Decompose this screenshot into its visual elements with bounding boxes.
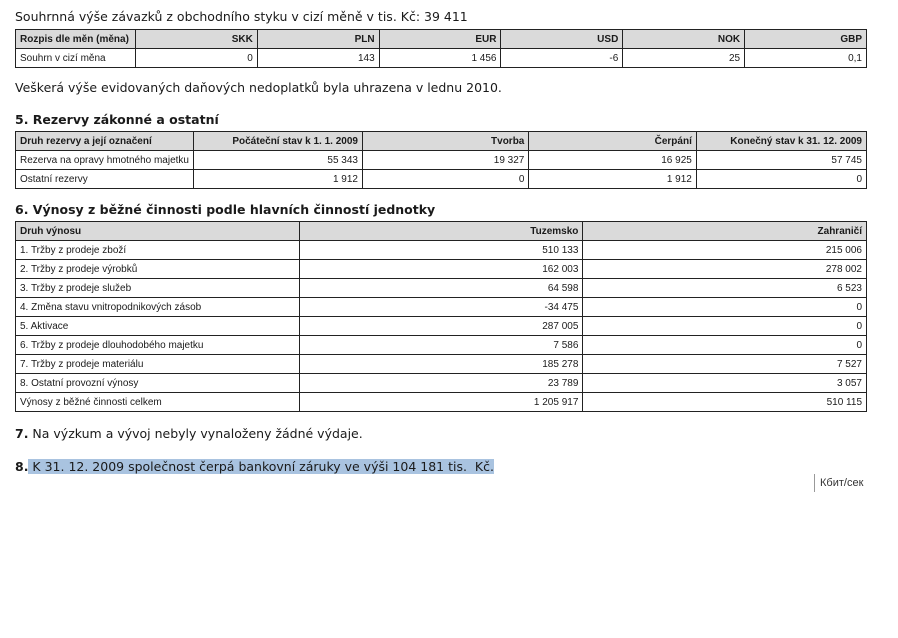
table-cell: -34 475 — [299, 298, 583, 317]
column-header: PLN — [257, 30, 379, 49]
table-cell: 19 327 — [362, 151, 528, 170]
table-cell: 143 — [257, 49, 379, 68]
table-row — [16, 260, 867, 279]
table-cell: 7 527 — [583, 355, 867, 374]
table-cell: Ostatní rezervy — [16, 170, 194, 189]
column-header: Počáteční stav k 1. 1. 2009 — [193, 132, 362, 151]
column-header: NOK — [623, 30, 745, 49]
table-cell: 0 — [135, 49, 257, 68]
summary-text: Souhrnná výše závazků z obchodního styku v cizí měně v tis. Kč: 39 411 — [15, 9, 468, 24]
section-8-text[interactable]: K 31. 12. 2009 společnost čerpá bankovní záruky ve výši 104 181 tis. Kč. — [28, 459, 494, 474]
table-cell: Výnosy z běžné činnosti celkem — [16, 393, 300, 412]
table-cell: 55 343 — [193, 151, 362, 170]
table-cell: 57 745 — [696, 151, 866, 170]
table-cell: 162 003 — [299, 260, 583, 279]
table-cell: 215 006 — [583, 241, 867, 260]
column-header: Čerpání — [529, 132, 696, 151]
column-header: EUR — [379, 30, 501, 49]
section-7 — [15, 426, 363, 441]
table-cell: 0 — [362, 170, 528, 189]
table-row — [16, 170, 867, 189]
table-cell: 0 — [696, 170, 866, 189]
section-5-title: 5. Rezervy zákonné a ostatní — [15, 112, 219, 127]
column-header: Zahraničí — [583, 222, 867, 241]
column-header: Tuzemsko — [299, 222, 583, 241]
section-7-text: Na výzkum a vývoj nebyly vynaloženy žádné výdaje. — [28, 426, 363, 441]
table-row — [16, 279, 867, 298]
table-cell: Rezerva na opravy hmotného majetku — [16, 151, 194, 170]
section-6-title: 6. Výnosy z běžné činnosti podle hlavních činností jednotky — [15, 202, 436, 217]
column-header: Tvorba — [362, 132, 528, 151]
section-7-number: 7. — [15, 426, 29, 441]
table-cell: 8. Ostatní provozní výnosy — [16, 374, 300, 393]
table-header-row — [16, 132, 867, 151]
network-speed-label: Кбит/сек — [814, 474, 863, 492]
column-header: Druh rezervy a její označení — [16, 132, 194, 151]
reserves-table — [15, 131, 867, 189]
table-row — [16, 374, 867, 393]
revenue-table — [15, 221, 867, 412]
column-header: Druh výnosu — [16, 222, 300, 241]
section-8-number: 8. — [15, 459, 29, 474]
table-row — [16, 336, 867, 355]
table-total-row — [16, 393, 867, 412]
table-cell: 185 278 — [299, 355, 583, 374]
column-header: USD — [501, 30, 623, 49]
table-row — [16, 317, 867, 336]
table-cell: 1 456 — [379, 49, 501, 68]
table-cell: 7 586 — [299, 336, 583, 355]
table-cell: 16 925 — [529, 151, 696, 170]
table-row — [16, 298, 867, 317]
table-cell: 1. Tržby z prodeje zboží — [16, 241, 300, 260]
table-cell: 510 115 — [583, 393, 867, 412]
table-cell: -6 — [501, 49, 623, 68]
table-cell: 3 057 — [583, 374, 867, 393]
table-header-row — [16, 30, 867, 49]
column-header: GBP — [745, 30, 867, 49]
column-header: SKK — [135, 30, 257, 49]
table-cell: 0 — [583, 317, 867, 336]
table-row — [16, 241, 867, 260]
table-cell: 6. Tržby z prodeje dlouhodobého majetku — [16, 336, 300, 355]
column-header: Konečný stav k 31. 12. 2009 — [696, 132, 866, 151]
table-cell: 1 205 917 — [299, 393, 583, 412]
table-cell: 287 005 — [299, 317, 583, 336]
table-cell: 3. Tržby z prodeje služeb — [16, 279, 300, 298]
table-row — [16, 355, 867, 374]
table-header-row — [16, 222, 867, 241]
tax-note: Veškerá výše evidovaných daňových nedoplatků byla uhrazena v lednu 2010. — [15, 80, 502, 95]
table-cell: 2. Tržby z prodeje výrobků — [16, 260, 300, 279]
table-cell: 25 — [623, 49, 745, 68]
section-8 — [15, 459, 494, 474]
table-cell: 1 912 — [193, 170, 362, 189]
table-cell: 0,1 — [745, 49, 867, 68]
table-cell: 23 789 — [299, 374, 583, 393]
table-cell: 4. Změna stavu vnitropodnikových zásob — [16, 298, 300, 317]
table-cell: 64 598 — [299, 279, 583, 298]
table-cell: 510 133 — [299, 241, 583, 260]
table-cell: 6 523 — [583, 279, 867, 298]
table-cell: 7. Tržby z prodeje materiálu — [16, 355, 300, 374]
currency-table — [15, 29, 867, 68]
table-cell: 0 — [583, 298, 867, 317]
table-row — [16, 49, 867, 68]
table-cell: 5. Aktivace — [16, 317, 300, 336]
table-cell: 0 — [583, 336, 867, 355]
table-cell: Souhrn v cizí měna — [16, 49, 136, 68]
table-cell: 278 002 — [583, 260, 867, 279]
column-header: Rozpis dle měn (měna) — [16, 30, 136, 49]
table-row — [16, 151, 867, 170]
table-cell: 1 912 — [529, 170, 696, 189]
